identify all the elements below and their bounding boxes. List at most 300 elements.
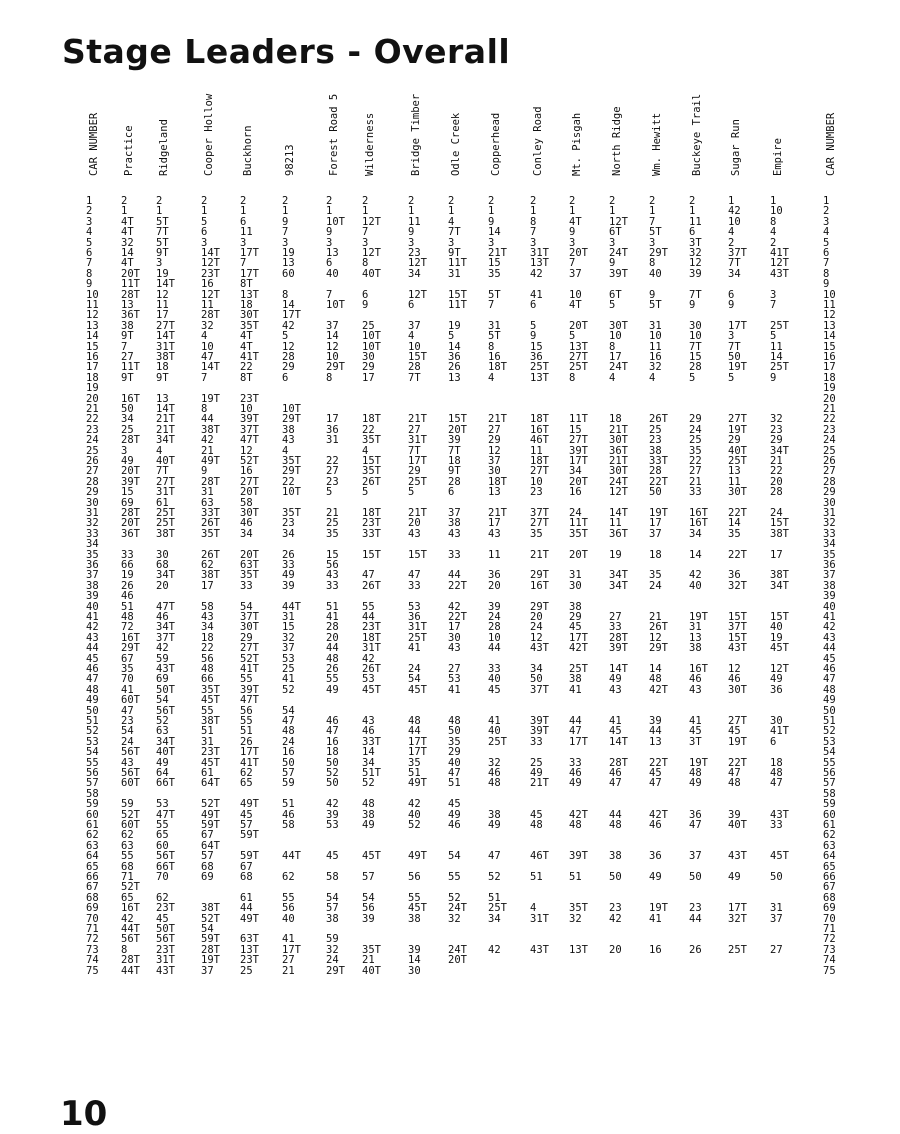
car-number-cell: 10 xyxy=(86,288,99,301)
position-cell: 48 xyxy=(282,725,295,738)
car-number-cell: 4 xyxy=(823,226,830,239)
position-cell: 40 xyxy=(448,756,461,769)
car-number-cell: 71 xyxy=(86,923,99,935)
position-cell: 29 xyxy=(689,413,702,426)
position-cell: 14 xyxy=(362,746,375,759)
car-number-cell: 16 xyxy=(823,351,836,363)
position-cell: 45 xyxy=(240,808,253,821)
position-cell: 21T xyxy=(488,413,507,426)
position-cell: 17T xyxy=(728,902,747,915)
car-number-cell: 17 xyxy=(823,361,836,374)
position-cell: 29T xyxy=(530,569,549,582)
position-cell: 8T xyxy=(240,278,253,291)
position-cell: 29T xyxy=(282,465,301,478)
car-number-cell: 34 xyxy=(823,538,836,551)
position-cell: 56T xyxy=(156,704,175,717)
position-cell: 50 xyxy=(649,486,662,499)
position-cell: 40 xyxy=(770,621,783,634)
position-cell: 10 xyxy=(240,403,253,415)
position-cell: 55 xyxy=(408,891,421,904)
car-number-cell: 62 xyxy=(86,829,99,842)
position-cell: 2 xyxy=(609,195,616,207)
position-cell: 22 xyxy=(362,423,375,436)
position-cell: 17 xyxy=(649,517,662,530)
position-cell: 6 xyxy=(362,288,369,301)
position-cell: 66 xyxy=(201,673,214,686)
position-cell: 26 xyxy=(689,943,702,956)
position-cell: 17T xyxy=(240,267,259,280)
position-cell: 32T xyxy=(728,579,747,592)
position-cell: 38 xyxy=(609,850,622,863)
position-cell: 9T xyxy=(156,371,169,384)
position-cell: 4 xyxy=(488,371,495,384)
position-cell: 26T xyxy=(201,517,220,530)
position-cell: 17 xyxy=(488,517,501,530)
position-cell: 40 xyxy=(408,808,421,821)
position-cell: 15T xyxy=(362,548,381,561)
position-cell: 30 xyxy=(408,964,421,977)
position-cell: 5 xyxy=(201,215,208,228)
position-cell: 7 xyxy=(770,299,777,311)
position-cell: 50 xyxy=(448,725,461,738)
car-number-cell: 14 xyxy=(823,330,836,343)
position-cell: 30T xyxy=(609,465,628,478)
position-cell: 36 xyxy=(728,569,741,582)
car-number-cell: 21 xyxy=(823,403,836,415)
position-cell: 3T xyxy=(689,236,702,249)
car-number-cell: 30 xyxy=(86,496,99,509)
position-cell: 11T xyxy=(448,257,467,270)
position-cell: 39T xyxy=(121,475,140,488)
position-cell: 18 xyxy=(240,299,253,311)
position-cell: 34T xyxy=(156,735,175,748)
position-cell: 20T xyxy=(569,319,588,332)
position-cell: 41 xyxy=(689,715,702,727)
position-cell: 50T xyxy=(156,683,175,696)
position-cell: 34 xyxy=(488,912,501,925)
position-cell: 7 xyxy=(530,226,537,239)
position-cell: 23 xyxy=(326,475,339,488)
position-cell: 32 xyxy=(649,361,662,374)
position-cell: 25T xyxy=(408,631,427,644)
position-cell: 48 xyxy=(569,819,582,831)
position-cell: 49 xyxy=(156,756,169,769)
position-cell: 33 xyxy=(448,548,461,561)
position-cell: 36 xyxy=(770,683,783,696)
position-cell: 35T xyxy=(282,455,301,467)
position-cell: 43 xyxy=(448,642,461,655)
car-number-cell: 15 xyxy=(86,340,99,353)
position-cell: 4 xyxy=(728,226,735,239)
position-cell: 22 xyxy=(201,642,214,655)
position-cell: 35 xyxy=(649,569,662,582)
position-cell: 14 xyxy=(448,340,461,353)
position-cell: 27 xyxy=(689,465,702,478)
position-cell: 27 xyxy=(326,465,339,478)
position-cell: 13 xyxy=(488,486,501,499)
position-cell: 3 xyxy=(156,257,163,270)
position-cell: 38 xyxy=(689,642,702,655)
position-cell: 37 xyxy=(649,527,662,540)
car-number-cell: 55 xyxy=(823,756,836,769)
position-cell: 46 xyxy=(156,611,169,623)
position-cell: 22T xyxy=(728,756,747,769)
position-cell: 24T xyxy=(609,475,628,488)
car-number-cell: 64 xyxy=(86,850,99,863)
car-number-cell: 39 xyxy=(86,590,99,603)
position-cell: 37T xyxy=(728,621,747,634)
position-cell: 41 xyxy=(121,683,134,696)
position-cell: 4 xyxy=(362,444,369,457)
position-cell: 17 xyxy=(770,548,783,561)
position-cell: 29T xyxy=(649,247,668,259)
car-number-cell: 70 xyxy=(86,912,99,925)
position-cell: 7 xyxy=(201,371,208,384)
position-cell: 69 xyxy=(121,496,134,509)
position-cell: 37T xyxy=(728,247,747,259)
car-number-cell: 73 xyxy=(86,943,99,956)
position-cell: 65 xyxy=(240,777,253,790)
position-cell: 50 xyxy=(728,351,741,363)
position-cell: 17T xyxy=(282,943,301,956)
position-cell: 38T xyxy=(201,715,220,727)
position-cell: 25T xyxy=(569,361,588,374)
column-header: Odle Creek xyxy=(450,112,462,176)
position-cell: 10 xyxy=(609,330,622,343)
position-cell: 41T xyxy=(240,663,259,675)
position-cell: 39T xyxy=(609,642,628,655)
position-cell: 14 xyxy=(689,548,702,561)
position-cell: 9 xyxy=(609,257,616,270)
position-cell: 21T xyxy=(408,413,427,426)
car-number-cell: 11 xyxy=(823,299,836,311)
position-cell: 14 xyxy=(326,330,339,343)
position-cell: 15T xyxy=(728,611,747,623)
position-cell: 20T xyxy=(569,475,588,488)
position-cell: 14 xyxy=(770,351,783,363)
position-cell: 29T xyxy=(326,964,345,977)
car-number-cell: 73 xyxy=(823,943,836,956)
position-cell: 60T xyxy=(121,694,140,707)
position-cell: 45 xyxy=(728,725,741,738)
position-cell: 42 xyxy=(689,569,702,582)
position-cell: 34 xyxy=(282,527,295,540)
position-cell: 24T xyxy=(448,902,467,915)
position-cell: 8 xyxy=(201,403,208,415)
car-number-cell: 50 xyxy=(86,704,99,717)
position-cell: 59T xyxy=(201,819,220,831)
position-cell: 55 xyxy=(362,600,375,613)
position-cell: 6 xyxy=(689,226,696,239)
position-cell: 33 xyxy=(326,579,339,592)
position-cell: 26 xyxy=(448,361,461,374)
position-cell: 7T xyxy=(689,340,702,353)
position-cell: 62 xyxy=(121,829,134,842)
position-cell: 3 xyxy=(649,236,656,249)
position-cell: 53 xyxy=(156,798,169,811)
position-cell: 34T xyxy=(156,569,175,582)
position-cell: 42 xyxy=(326,798,339,811)
position-cell: 54 xyxy=(282,704,295,717)
position-cell: 16 xyxy=(488,351,501,363)
position-cell: 12 xyxy=(156,288,169,301)
position-cell: 3 xyxy=(408,236,415,249)
position-cell: 51 xyxy=(408,767,421,779)
position-cell: 33 xyxy=(240,579,253,592)
position-cell: 26T xyxy=(201,548,220,561)
position-cell: 55 xyxy=(326,673,339,686)
position-cell: 22T xyxy=(448,579,467,592)
position-cell: 9 xyxy=(770,371,777,384)
position-cell: 24T xyxy=(609,361,628,374)
position-cell: 59T xyxy=(240,829,259,842)
position-cell: 50 xyxy=(326,777,339,790)
position-cell: 42 xyxy=(362,652,375,665)
car-number-cell: 18 xyxy=(86,371,99,384)
car-number-cell: 58 xyxy=(823,787,836,800)
position-cell: 33 xyxy=(569,756,582,769)
position-cell: 62 xyxy=(156,891,169,904)
position-cell: 3T xyxy=(689,735,702,748)
position-cell: 1 xyxy=(689,205,696,218)
position-cell: 57 xyxy=(362,871,375,883)
position-cell: 21T xyxy=(530,548,549,561)
position-cell: 6 xyxy=(326,257,333,270)
position-cell: 21T xyxy=(408,507,427,519)
position-cell: 54 xyxy=(362,891,375,904)
position-cell: 15T xyxy=(448,413,467,426)
position-cell: 17T xyxy=(240,247,259,259)
position-cell: 51 xyxy=(488,891,501,904)
position-cell: 8 xyxy=(326,371,333,384)
position-cell: 56T xyxy=(156,850,175,863)
position-cell: 17T xyxy=(240,746,259,759)
position-cell: 42 xyxy=(282,319,295,332)
position-cell: 19T xyxy=(728,423,747,436)
position-cell: 13T xyxy=(240,288,259,301)
position-cell: 32 xyxy=(569,912,582,925)
position-cell: 35T xyxy=(569,902,588,915)
position-cell: 14T xyxy=(156,278,175,291)
position-cell: 10 xyxy=(530,475,543,488)
position-cell: 3 xyxy=(362,236,369,249)
position-cell: 39T xyxy=(530,715,549,727)
car-number-cell: 36 xyxy=(823,559,836,571)
position-cell: 65 xyxy=(156,829,169,842)
position-cell: 5 xyxy=(728,371,735,384)
position-cell: 38 xyxy=(448,517,461,530)
position-cell: 1 xyxy=(201,205,208,218)
position-cell: 55 xyxy=(201,704,214,717)
position-cell: 23 xyxy=(282,517,295,530)
position-cell: 42 xyxy=(121,912,134,925)
position-cell: 18 xyxy=(326,746,339,759)
position-cell: 13T xyxy=(240,943,259,956)
position-cell: 6 xyxy=(282,371,289,384)
position-cell: 27T xyxy=(156,475,175,488)
position-cell: 45 xyxy=(488,683,501,696)
position-cell: 27T xyxy=(240,642,259,655)
position-cell: 2 xyxy=(201,195,208,207)
car-number-cell: 8 xyxy=(86,267,93,280)
position-cell: 66T xyxy=(156,777,175,790)
position-cell: 34 xyxy=(201,621,214,634)
position-cell: 44 xyxy=(326,642,339,655)
position-cell: 2 xyxy=(488,195,495,207)
car-number-cell: 21 xyxy=(86,403,99,415)
position-cell: 3 xyxy=(609,236,616,249)
position-cell: 20 xyxy=(770,475,783,488)
position-cell: 19T xyxy=(649,902,668,915)
car-number-cell: 12 xyxy=(86,309,99,322)
position-cell: 35T xyxy=(569,527,588,540)
position-cell: 44 xyxy=(362,611,375,623)
position-cell: 2 xyxy=(240,195,247,207)
position-cell: 40T xyxy=(156,746,175,759)
position-cell: 2 xyxy=(408,195,415,207)
position-cell: 41T xyxy=(240,351,259,363)
position-cell: 28 xyxy=(770,486,783,499)
car-number-cell: 39 xyxy=(823,590,836,603)
position-cell: 54 xyxy=(121,725,134,738)
position-cell: 38 xyxy=(408,912,421,925)
position-cell: 31T xyxy=(408,434,427,447)
position-cell: 18T xyxy=(530,413,549,426)
position-cell: 30T xyxy=(728,683,747,696)
car-number-cell: 72 xyxy=(823,933,836,946)
position-cell: 2 xyxy=(649,195,656,207)
position-cell: 52T xyxy=(240,652,259,665)
position-cell: 47 xyxy=(448,767,461,779)
position-cell: 25 xyxy=(649,423,662,436)
position-cell: 12T xyxy=(201,257,220,270)
position-cell: 31 xyxy=(201,486,214,499)
position-cell: 13 xyxy=(649,735,662,748)
car-number-cell: 51 xyxy=(86,715,99,727)
position-cell: 32 xyxy=(201,319,214,332)
position-cell: 12T xyxy=(201,288,220,301)
car-number-cell: 63 xyxy=(86,839,99,852)
position-cell: 47 xyxy=(282,715,295,727)
column-header: CAR NUMBER xyxy=(88,112,100,176)
position-cell: 43 xyxy=(408,527,421,540)
car-number-cell: 75 xyxy=(86,964,99,977)
position-cell: 60T xyxy=(121,819,140,831)
car-number-cell: 71 xyxy=(823,923,836,935)
car-number-cell: 57 xyxy=(86,777,99,790)
position-cell: 1 xyxy=(530,205,537,218)
position-cell: 25T xyxy=(770,319,789,332)
position-cell: 6 xyxy=(201,226,208,239)
position-cell: 49 xyxy=(530,767,543,779)
position-cell: 14T xyxy=(156,330,175,343)
position-cell: 9 xyxy=(649,288,656,301)
position-cell: 34T xyxy=(609,569,628,582)
position-cell: 21 xyxy=(362,954,375,967)
position-cell: 39 xyxy=(408,943,421,956)
position-cell: 9T xyxy=(448,465,461,478)
position-cell: 49 xyxy=(569,777,582,790)
position-cell: 31T xyxy=(530,912,549,925)
position-cell: 56 xyxy=(362,902,375,915)
position-cell: 2 xyxy=(282,195,289,207)
position-cell: 43 xyxy=(326,569,339,582)
position-cell: 15 xyxy=(530,340,543,353)
position-cell: 28 xyxy=(689,361,702,374)
column-header: Buckhorn xyxy=(242,125,254,176)
position-cell: 31 xyxy=(689,621,702,634)
position-cell: 15 xyxy=(689,351,702,363)
column-header: Sugar Run xyxy=(730,119,742,176)
car-number-cell: 43 xyxy=(823,631,836,644)
position-cell: 10T xyxy=(282,486,301,499)
car-number-cell: 47 xyxy=(86,673,99,686)
position-cell: 49T xyxy=(240,798,259,811)
position-cell: 34 xyxy=(121,413,134,426)
car-number-cell: 35 xyxy=(86,548,99,561)
position-cell: 27 xyxy=(121,351,134,363)
position-cell: 48 xyxy=(448,715,461,727)
car-number-cell: 42 xyxy=(823,621,836,634)
position-cell: 25T xyxy=(770,361,789,374)
position-cell: 5 xyxy=(362,486,369,499)
position-cell: 11 xyxy=(649,340,662,353)
position-cell: 25 xyxy=(240,964,253,977)
position-cell: 2 xyxy=(770,236,777,249)
car-number-cell: 69 xyxy=(86,902,99,915)
position-cell: 14T xyxy=(201,361,220,374)
column-header: North Ridge xyxy=(611,106,623,176)
position-cell: 17T xyxy=(569,455,588,467)
position-cell: 21 xyxy=(326,507,339,519)
position-cell: 7 xyxy=(488,299,495,311)
position-cell: 7T xyxy=(448,226,461,239)
position-cell: 59 xyxy=(326,933,339,946)
position-cell: 57 xyxy=(326,902,339,915)
position-cell: 28 xyxy=(488,621,501,634)
position-cell: 56 xyxy=(408,871,421,883)
car-number-cell: 74 xyxy=(86,954,99,967)
position-cell: 10T xyxy=(282,403,301,415)
position-cell: 16 xyxy=(326,735,339,748)
position-cell: 36 xyxy=(488,569,501,582)
position-cell: 47 xyxy=(649,777,662,790)
car-number-cell: 49 xyxy=(823,694,836,707)
position-cell: 72 xyxy=(121,621,134,634)
position-cell: 32 xyxy=(770,413,783,426)
position-cell: 11 xyxy=(530,444,543,457)
position-cell: 4 xyxy=(530,902,537,915)
position-cell: 17T xyxy=(728,319,747,332)
position-cell: 32T xyxy=(728,912,747,925)
position-cell: 52T xyxy=(121,808,140,821)
position-cell: 26T xyxy=(362,663,381,675)
position-cell: 17T xyxy=(408,746,427,759)
position-cell: 14T xyxy=(609,735,628,748)
position-cell: 59 xyxy=(121,798,134,811)
position-cell: 52T xyxy=(201,912,220,925)
position-cell: 33 xyxy=(770,819,783,831)
position-cell: 32 xyxy=(282,631,295,644)
position-cell: 30 xyxy=(689,319,702,332)
position-cell: 49 xyxy=(282,569,295,582)
position-cell: 17T xyxy=(282,309,301,322)
position-cell: 16 xyxy=(240,465,253,478)
position-cell: 11 xyxy=(408,215,421,228)
position-cell: 36 xyxy=(448,351,461,363)
car-number-cell: 64 xyxy=(823,850,836,863)
position-cell: 50 xyxy=(609,871,622,883)
